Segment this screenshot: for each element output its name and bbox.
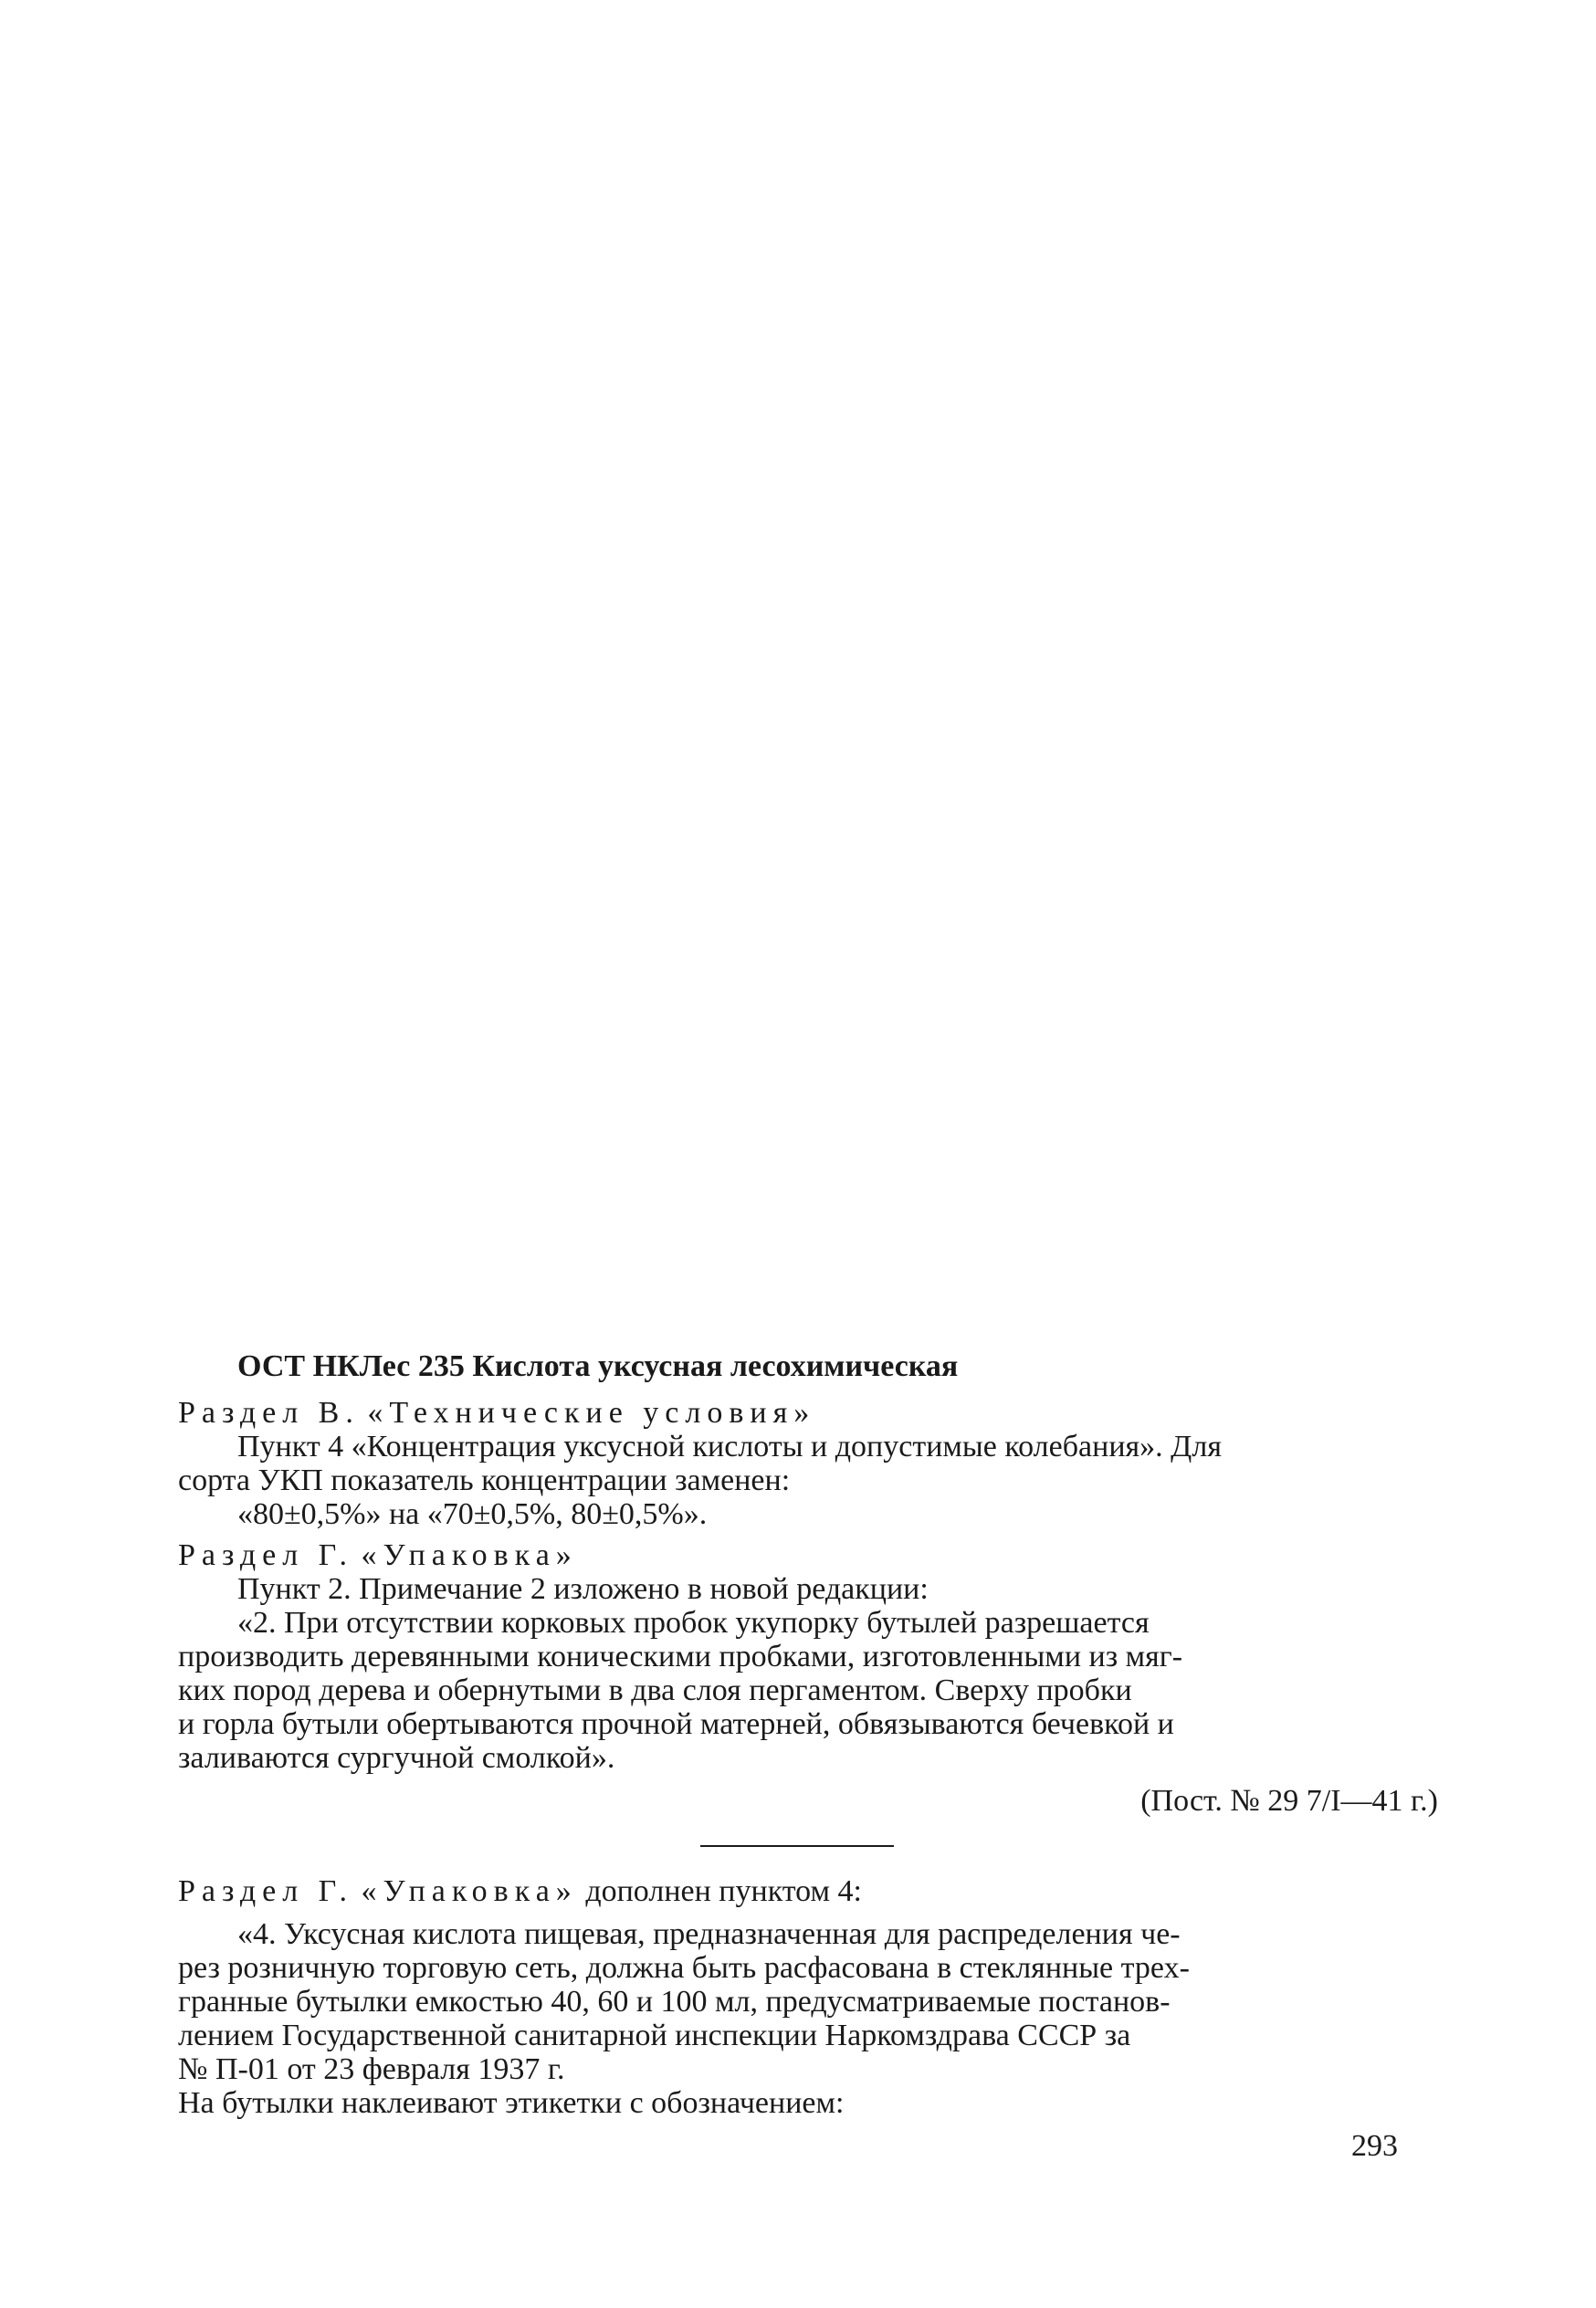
paragraph-1-line-3: «80±0,5%» на «70±0,5%, 80±0,5%». <box>237 1497 708 1531</box>
document-heading: ОСТ НКЛес 235 Кислота уксусная лесохимическая <box>237 1349 959 1383</box>
paragraph-1-line-1: Пункт 4 «Концентрация уксусной кислоты и допустимые колебания». Для <box>237 1430 1222 1463</box>
paragraph-2-line-6: заливаются сургучной смолкой». <box>178 1741 615 1775</box>
section-b-title: «Технические условия» <box>367 1396 816 1430</box>
paragraph-3 <box>178 1917 1438 2086</box>
section-b-heading <box>178 1396 1438 1430</box>
paragraph-3-line-1: «4. Уксусная кислота пищевая, предназначенная для распределения че- <box>237 1917 1181 1951</box>
section-g1-title: «Упаковка» <box>361 1538 578 1572</box>
text-block <box>178 1349 1438 2120</box>
paragraph-3-line-5: № П-01 от 23 февраля 1937 г. <box>178 2052 565 2086</box>
paragraph-2-line-1: Пункт 2. Примечание 2 изложено в новой редакции: <box>237 1572 929 1606</box>
section-g2-suffix: дополнен пунктом 4: <box>585 1874 862 1908</box>
paragraph-4: На бутылки наклеивают этикетки с обозначением: <box>178 2086 845 2120</box>
paragraph-1 <box>178 1430 1438 1531</box>
section-g2-heading <box>178 1874 1438 1908</box>
paragraph-2-line-4: ких пород дерева и обернутыми в два слоя пергаментом. Сверху пробки <box>178 1673 1132 1707</box>
section-divider <box>700 1845 894 1847</box>
paragraph-2-line-2: «2. При отсутствии корковых пробок укупорку бутылей разрешается <box>237 1606 1150 1640</box>
page-number: 293 <box>1351 2129 1398 2163</box>
paragraph-3-line-2: рез розничную торговую сеть, должна быть расфасована в стеклянные трех- <box>178 1951 1190 1985</box>
paragraph-3-line-4: лением Государственной санитарной инспекции Наркомздрава СССР за <box>178 2019 1131 2052</box>
citation: (Пост. № 29 7/I—41 г.) <box>1140 1784 1438 1818</box>
section-g1-label: Раздел Г. <box>178 1538 353 1572</box>
paragraph-2-line-3: производить деревянными коническими пробками, изготовленными из мяг- <box>178 1640 1183 1673</box>
section-g2-label: Раздел Г. <box>178 1874 353 1908</box>
paragraph-3-line-3: гранные бутылки емкостью 40, 60 и 100 мл, предусматриваемые постанов- <box>178 1985 1171 2019</box>
paragraph-1-line-2: сорта УКП показатель концентрации заменен: <box>178 1463 791 1497</box>
paragraph-2-line-5: и горла бутыли обертываются прочной матерней, обвязываются бечевкой и <box>178 1707 1174 1741</box>
section-b-label: Раздел В. <box>178 1396 360 1430</box>
section-g2-title: «Упаковка» <box>361 1874 578 1908</box>
paragraph-2 <box>178 1572 1438 1775</box>
section-g1-heading <box>178 1538 1438 1572</box>
